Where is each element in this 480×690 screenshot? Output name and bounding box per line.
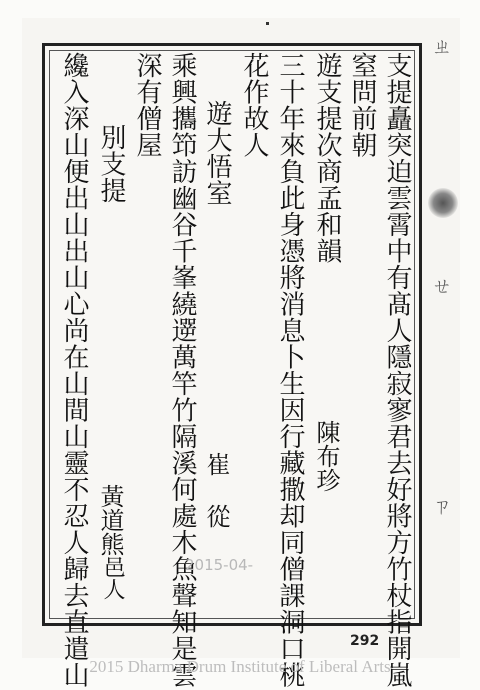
text-column-3: 遊支提次商孟和韻 xyxy=(312,52,342,264)
watermark-date: 2015-04- xyxy=(185,556,254,574)
ink-smudge xyxy=(428,188,458,218)
edge-glyph: ㄗ xyxy=(432,494,452,518)
edge-glyph: ㄝ xyxy=(432,274,452,298)
author-huang: 黃道熊 xyxy=(96,484,124,556)
print-speck xyxy=(266,22,269,25)
adjacent-page-edge xyxy=(428,20,458,660)
text-column-4: 三十年來負此身憑將消息卜生因行藏撒却同僧課洞口桃 xyxy=(275,52,305,688)
text-column-9: 別支提 xyxy=(96,124,126,204)
text-column-5: 花作故人 xyxy=(239,52,269,158)
watermark-institution: 2015 Dharma Drum Institute of Liberal Arts xyxy=(89,657,391,676)
text-column-1: 支提矗突迫雲霄中有髙人隱寂寥君去好將方竹杖指開嵐 xyxy=(382,52,412,688)
author-chen: 陳布珍 xyxy=(312,420,340,492)
text-column-7: 乘興攜笻訪幽谷千峯繞遻萬竿竹隔溪何處木魚聲知是雲 xyxy=(167,52,197,688)
text-column-8: 深有僧屋 xyxy=(132,52,162,158)
edge-glyph: ㄓ xyxy=(432,34,452,58)
text-column-6: 遊大悟室 xyxy=(202,100,232,206)
author-cui: 崔 從 xyxy=(202,452,230,528)
text-column-2: 窒問前朝 xyxy=(347,52,377,158)
author-huang-note: 邑人 xyxy=(100,556,125,600)
text-column-10: 纔入深山便出山出山心尚在山間山靈不忍人歸去直遣山 xyxy=(59,52,89,688)
page-number: 292 xyxy=(350,633,380,649)
